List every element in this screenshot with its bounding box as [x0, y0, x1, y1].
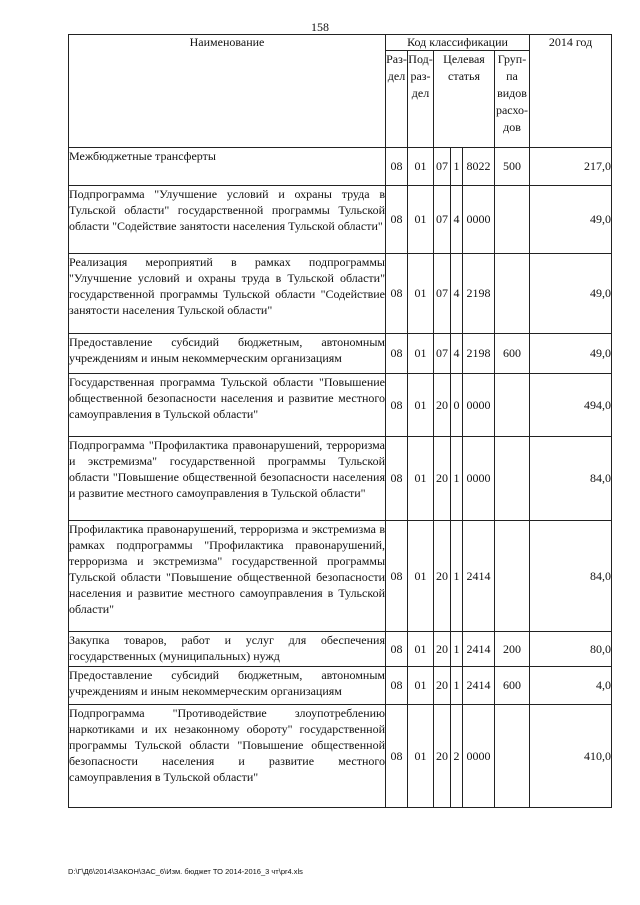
row-target-subprogram: 1: [451, 632, 463, 667]
page-number: 158: [311, 20, 329, 34]
row-section: 08: [386, 632, 408, 667]
row-amount: 80,0: [530, 632, 612, 667]
row-amount: 84,0: [530, 521, 612, 632]
row-amount: 4,0: [530, 667, 612, 705]
row-expense-group: 600: [495, 667, 530, 705]
row-target-program: 20: [434, 521, 451, 632]
row-subsection: 01: [408, 667, 434, 705]
table-row: [69, 254, 612, 334]
row-section: 08: [386, 667, 408, 705]
row-target-direction: 0000: [463, 437, 495, 521]
row-target-subprogram: 4: [451, 334, 463, 374]
row-section: 08: [386, 334, 408, 374]
row-expense-group: [495, 521, 530, 632]
row-section: 08: [386, 437, 408, 521]
row-target-subprogram: 0: [451, 374, 463, 437]
row-target-direction: 2198: [463, 334, 495, 374]
row-section: 08: [386, 254, 408, 334]
row-name: Предоставление субсидий бюджетным, автономным учреждениям и иным некоммерческим организациям: [69, 334, 386, 374]
row-target-subprogram: 1: [451, 521, 463, 632]
row-amount: 49,0: [530, 334, 612, 374]
table-row: [69, 374, 612, 437]
table-row: [69, 705, 612, 808]
table-row: [69, 437, 612, 521]
row-target-program: 20: [434, 632, 451, 667]
row-name: Государственная программа Тульской области "Повышение общественной безопасности населения и развитие местного самоуправления в Тульской области": [69, 374, 386, 437]
row-subsection: 01: [408, 148, 434, 186]
row-target-subprogram: 1: [451, 148, 463, 186]
header-classification: Код классификации: [386, 35, 530, 51]
row-expense-group: [495, 254, 530, 334]
row-target-program: 07: [434, 148, 451, 186]
header-section: Раз- дел: [386, 51, 408, 148]
row-amount: 410,0: [530, 705, 612, 808]
row-name: Подпрограмма "Улучшение условий и охраны труда в Тульской области" государственной программы Тульской области "Содействие занятости населения Тульской области": [69, 186, 386, 254]
row-target-direction: 2414: [463, 667, 495, 705]
header-subsection: Под- раз- дел: [408, 51, 434, 148]
row-target-direction: 0000: [463, 705, 495, 808]
row-name: Межбюджетные трансферты: [69, 148, 386, 186]
budget-table: [68, 34, 612, 808]
row-target-direction: 2198: [463, 254, 495, 334]
row-target-program: 07: [434, 186, 451, 254]
row-target-subprogram: 1: [451, 437, 463, 521]
row-expense-group: [495, 437, 530, 521]
row-section: 08: [386, 705, 408, 808]
row-expense-group: [495, 186, 530, 254]
row-subsection: 01: [408, 334, 434, 374]
row-section: 08: [386, 521, 408, 632]
row-amount: 49,0: [530, 186, 612, 254]
row-target-subprogram: 4: [451, 186, 463, 254]
row-target-subprogram: 4: [451, 254, 463, 334]
row-target-program: 07: [434, 334, 451, 374]
row-target-direction: 0000: [463, 374, 495, 437]
row-subsection: 01: [408, 254, 434, 334]
row-expense-group: 200: [495, 632, 530, 667]
table-row: [69, 334, 612, 374]
row-name: Профилактика правонарушений, терроризма и экстремизма в рамках подпрограммы "Профилактика правонарушений, терроризма и экстремизма" государственной программы Тульской области "Повышение общественной безопасности населения и развитие местного самоуправления в Тульской области": [69, 521, 386, 632]
row-target-subprogram: 1: [451, 667, 463, 705]
table-row: [69, 667, 612, 705]
table-row: [69, 148, 612, 186]
row-target-direction: 2414: [463, 521, 495, 632]
row-section: 08: [386, 186, 408, 254]
table-row: [69, 521, 612, 632]
row-section: 08: [386, 148, 408, 186]
row-name: Реализация мероприятий в рамках подпрограммы "Улучшение условий и охраны труда в Тульской области" государственной программы Тульской области "Содействие занятости населения Тульской области": [69, 254, 386, 334]
row-subsection: 01: [408, 521, 434, 632]
row-amount: 217,0: [530, 148, 612, 186]
row-expense-group: 600: [495, 334, 530, 374]
row-name: Закупка товаров, работ и услуг для обеспечения государственных (муниципальных) нужд: [69, 632, 386, 667]
row-subsection: 01: [408, 632, 434, 667]
header-expense-group: Груп- па видов расхо- дов: [495, 51, 530, 148]
row-amount: 49,0: [530, 254, 612, 334]
table-row: [69, 186, 612, 254]
row-target-program: 20: [434, 705, 451, 808]
row-target-program: 20: [434, 374, 451, 437]
row-name: Подпрограмма "Профилактика правонарушений, терроризма и экстремизма" государственной программы Тульской области "Повышение общественной безопасности населения и развитие местного самоуправления в Тульской области": [69, 437, 386, 521]
header-year: 2014 год: [530, 35, 612, 148]
row-target-direction: 8022: [463, 148, 495, 186]
table-body: [69, 148, 612, 808]
row-name: Подпрограмма "Противодействие злоупотреблению наркотиками и их незаконному обороту" государственной программы Тульской области "Повышение общественной безопасности населения и развитие местного самоуправления в Тульской области": [69, 705, 386, 808]
row-expense-group: [495, 374, 530, 437]
row-section: 08: [386, 374, 408, 437]
file-path-footer: D:\Г\Д6\2014\ЗАКОН\ЗАС_6\Изм. бюджет ТО 2014-2016_3 чт\pr4.xls: [68, 867, 303, 876]
row-subsection: 01: [408, 186, 434, 254]
row-target-direction: 2414: [463, 632, 495, 667]
header-target-item: Целевая статья: [434, 51, 495, 148]
row-target-program: 07: [434, 254, 451, 334]
row-target-direction: 0000: [463, 186, 495, 254]
row-target-program: 20: [434, 437, 451, 521]
row-subsection: 01: [408, 437, 434, 521]
row-expense-group: 500: [495, 148, 530, 186]
row-subsection: 01: [408, 705, 434, 808]
header-name: Наименование: [69, 35, 386, 148]
row-name: Предоставление субсидий бюджетным, автономным учреждениям и иным некоммерческим организациям: [69, 667, 386, 705]
row-target-subprogram: 2: [451, 705, 463, 808]
row-amount: 494,0: [530, 374, 612, 437]
row-target-program: 20: [434, 667, 451, 705]
table-row: [69, 632, 612, 667]
row-amount: 84,0: [530, 437, 612, 521]
row-expense-group: [495, 705, 530, 808]
row-subsection: 01: [408, 374, 434, 437]
